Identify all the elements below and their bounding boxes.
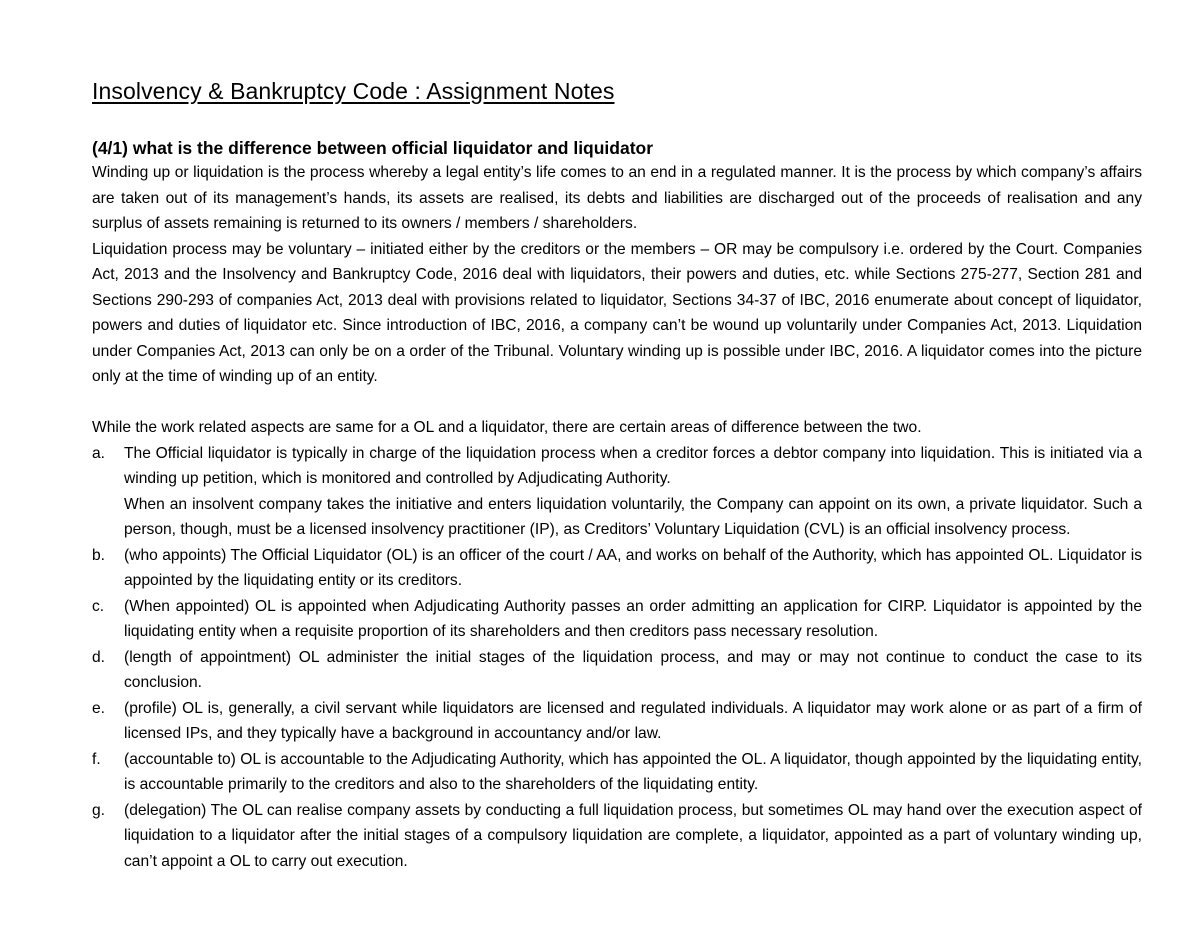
list-item-body	[124, 798, 1142, 875]
list-item-body	[124, 594, 1142, 645]
list-item-body	[124, 645, 1142, 696]
paragraph-liquidation-process: Liquidation process may be voluntary – initiated either by the creditors or the members – OR may be compulsory i.e. ordered by the Court. Companies Act, 2013 and the Insolvency and Bankruptcy Code, 2016 deal with liquidators, their powers and duties, etc. while Sections 275-277, Section 281 and Sections 290-293 of companies Act, 2013 deal with provisions related to liquidator, Sections 34-37 of IBC, 2016 enumerate about concept of liquidator, powers and duties of liquidator etc. Since introduction of IBC, 2016, a company can’t be wound up voluntarily under Companies Act, 2013. Liquidation under Companies Act, 2013 can only be on a order of the Tribunal. Voluntary winding up is possible under IBC, 2016. A liquidator comes into the picture only at the time of winding up of an entity.	[92, 240, 1142, 385]
list-marker: b.	[92, 546, 106, 564]
question-heading: (4/1) what is the difference between official liquidator and liquidator	[92, 138, 654, 158]
differences-intro: While the work related aspects are same for a OL and a liquidator, there are certain areas of difference between the two.	[92, 419, 922, 436]
list-item	[92, 747, 1142, 798]
list-item-text: (When appointed) OL is appointed when Adjudicating Authority passes an order admitting an application for CIRP. Liquidator is appointed by the liquidating entity when a requisite proportion of its shareholders and then creditors pass necessary resolution.	[124, 597, 1142, 640]
list-marker: c.	[92, 597, 105, 615]
list-item-text: The Official liquidator is typically in charge of the liquidation process when a creditor forces a debtor company into liquidation. This is initiated via a winding up petition, which is monitored and controlled by Adjudicating Authority.	[124, 444, 1142, 487]
list-item-text: (who appoints) The Official Liquidator (OL) is an officer of the court / AA, and works on behalf of the Authority, which has appointed OL. Liquidator is appointed by the liquidating entity or its creditors.	[124, 546, 1142, 589]
list-marker: g.	[92, 801, 106, 819]
list-marker: f.	[92, 750, 101, 768]
blank-line	[92, 390, 1142, 416]
paragraph-winding-up: Winding up or liquidation is the process whereby a legal entity’s life comes to an end in a regulated manner. It is the process by which company’s affairs are taken out of its management’s hands, its assets are realised, its debts and liabilities are discharged out of the proceeds of realisation and any surplus of assets remaining is returned to its owners / members / shareholders.	[92, 164, 1142, 232]
list-item-body	[124, 747, 1142, 798]
list-marker: a.	[92, 444, 106, 462]
list-item	[92, 798, 1142, 875]
document-page	[92, 76, 1142, 874]
list-item-text: (profile) OL is, generally, a civil servant while liquidators are licensed and regulated individuals. A liquidator may work alone or as part of a firm of licensed IPs, and they typically have a background in accountancy and/or law.	[124, 699, 1142, 742]
list-item-body	[124, 696, 1142, 747]
list-item	[92, 441, 1142, 543]
list-item	[92, 543, 1142, 594]
document-title: Insolvency & Bankruptcy Code : Assignment Notes	[92, 78, 615, 104]
list-item-text-continued: When an insolvent company takes the initiative and enters liquidation voluntarily, the Company can appoint on its own, a private liquidator. Such a person, though, must be a licensed insolvency practitioner (IP), as Creditors’ Voluntary Liquidation (CVL) is an official insolvency process.	[124, 495, 1142, 538]
list-item-text: (accountable to) OL is accountable to the Adjudicating Authority, which has appointed the OL. A liquidator, though appointed by the liquidating entity, is accountable primarily to the creditors and also to the shareholders of the liquidating entity.	[124, 750, 1142, 793]
list-item-body	[124, 543, 1142, 594]
list-marker: e.	[92, 699, 106, 717]
list-item-text: (delegation) The OL can realise company assets by conducting a full liquidation process, but sometimes OL may hand over the execution aspect of liquidation to a liquidator after the initial stages of a compulsory liquidation are complete, a liquidator, appointed as a part of voluntary winding up, can’t appoint a OL to carry out execution.	[124, 801, 1142, 870]
differences-list	[92, 441, 1142, 875]
list-item	[92, 594, 1142, 645]
list-marker: d.	[92, 648, 106, 666]
list-item-text: (length of appointment) OL administer the initial stages of the liquidation process, and may or may not continue to conduct the case to its conclusion.	[124, 648, 1142, 691]
list-item	[92, 696, 1142, 747]
list-item	[92, 645, 1142, 696]
list-item-body	[124, 441, 1142, 543]
